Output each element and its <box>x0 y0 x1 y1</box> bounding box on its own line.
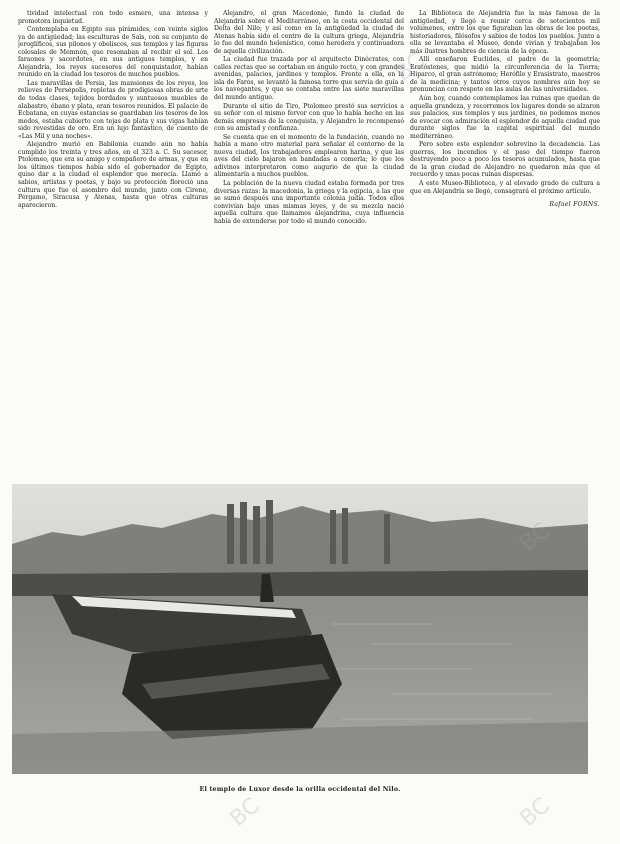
paragraph: A este Museo-Biblioteca, y al elevado grado de cultura a que en Alejandría se llegó, consagrará el próximo artículo. <box>410 180 600 195</box>
paragraph: La población de la nueva ciudad estaba formada por tres diversas razas: la macedonia, la griega y la egipcia, a las que se sumó después una importante colonia judía. Todos ellos convivían bajo unas mismas leyes, y de su mezcla nació aquella cultura que llamamos alejandrina, cuya influencia había de extenderse por todo el mundo conocido. <box>214 180 404 225</box>
watermark: BC <box>515 518 555 557</box>
paragraph: Alejandro, el gran Macedonio, fundó la ciudad de Alejandría sobre el Mediterráneo, en la costa occidental del Delta del Nilo; y así como en la antigüedad la ciudad de Atenas había sido el centro de la cultura griega, Alejandría lo fue del mundo helenístico, como heredera y continuadora de aquella civilización. <box>214 10 404 55</box>
paragraph: Pero sobre este esplendor sobrevino la decadencia. Las guerras, los incendios y el paso del tiempo fueron destruyendo poco a poco los tesoros acumulados, hasta que de la gran ciudad de Alejandro no quedaron más que el recuerdo y unas pocas ruinas dispersas. <box>410 141 600 179</box>
photo-caption: El templo de Luxor desde la orilla occidental del Nilo. <box>199 786 401 793</box>
watermark: BC <box>515 793 555 832</box>
photo-scene <box>12 484 588 774</box>
paragraph: Contemplaba en Egipto sus pirámides, con veinte siglos ya de antigüedad; las esculturas de Saïs, con su conjunto de jeroglíficos, sus pilonos y obeliscos, sus templos y las figuras colosales de Memnón, que resonaban al recibir el sol. Los faraones y sacerdotes, en sus antiguos templos, y en Alejandría, los reyes sucesores del conquistador, habían reunido en la ciudad los tesoros de muchos pueblos. <box>18 26 208 79</box>
paragraph: Allí enseñaron Euclides, el padre de la geometría; Eratóstenes, que midió la circunferencia de la Tierra; Hiparco, el gran astrónomo; Herófilo y Erasístrato, maestros de la medicina; y tantos otros cuyos nombres aún hoy se pronuncian con respeto en las aulas de las universidades. <box>410 56 600 94</box>
paragraph: Durante el sitio de Tiro, Ptolomeo prestó sus servicios a su señor con el mismo fervor con que lo había hecho en las demás empresas de la conquista, y Alejandro le recompensó con su amistad y confianza. <box>214 102 404 133</box>
paragraph: La Biblioteca de Alejandría fue la más famosa de la antigüedad, y llegó a reunir cerca de setecientos mil volúmenes, entre los que figuraban las obras de los poetas, historiadores, filósofos y sabios de todos los pueblos. Junto a ella se levantaba el Museo, donde vivían y trabajaban los más ilustres hombres de ciencia de la época. <box>410 10 600 55</box>
author-signature: Rafael FORNS. <box>549 201 600 209</box>
paragraph: Las maravillas de Persia, las mansiones de los reyes, los relieves de Persépolis, repletas de prodigiosas obras de arte de todas clases, tejidos bordados y suntuosos muebles de alabastro, ébano y plata, eran tesoros reunidos. El palacio de Ecbatana, en cuyas estancias se guardaban los tesoros de los medos, estaba cubierto con tejas de plata y sus vigas habían sido revestidas de oro. Era un lujo fantástico, de cuento de «Las Mil y una noches». <box>18 79 208 140</box>
article-column-3 <box>410 10 600 480</box>
watermark: BC <box>390 48 430 87</box>
paragraph: La ciudad fue trazada por el arquitecto Dinócrates, con calles rectas que se cortaban en ángulo recto, y con grandes avenidas, palacios, jardines y templos. Frente a ella, en la isla de Faros, se levantó la famosa torre que servía de guía a los navegantes, y que se contaba entre las siete maravillas del mundo antiguo. <box>214 56 404 102</box>
watermark: BC <box>225 793 265 832</box>
article-column-2 <box>214 10 404 480</box>
paragraph: Aún hoy, cuando contemplamos las ruinas que quedan de aquella grandeza, y recorremos los lugares donde se alzaron sus palacios, sus templos y sus jardines, no podemos menos de evocar con admiración el esplendor de aquella ciudad que durante siglos fue la capital espiritual del mundo mediterráneo. <box>410 95 600 140</box>
paragraph: Se cuenta que en el momento de la fundación, cuando no había a mano otro material para señalar el contorno de la nueva ciudad, los trabajadores emplearon harina, y que las aves del cielo bajaron en bandadas a comerla; lo que los adivinos interpretaron como augurio de que la ciudad alimentaría a muchos pueblos. <box>214 133 404 179</box>
nile-photo <box>12 484 588 774</box>
article-column-1 <box>18 10 208 480</box>
paragraph: Alejandro murió en Babilonia cuando aún no había cumplido los treinta y tres años, en el 323 a. C. Su sucesor, Ptolomeo, que era su amigo y compañero de armas, y que en los últimos tiempos había sido el gobernador de Egipto, quiso dar a la ciudad el esplendor que merecía. Llamó a sabios, artistas y poetas, y bajo su protección floreció una cultura que fue el asombro del mundo, junto con Cirene, Pérgamo, Siracusa y Atenas, hasta que otras culturas aparecieron. <box>18 141 208 209</box>
paragraph: tividad intelectual con todo esmero, una intensa y promotora inquietud. <box>18 10 208 25</box>
